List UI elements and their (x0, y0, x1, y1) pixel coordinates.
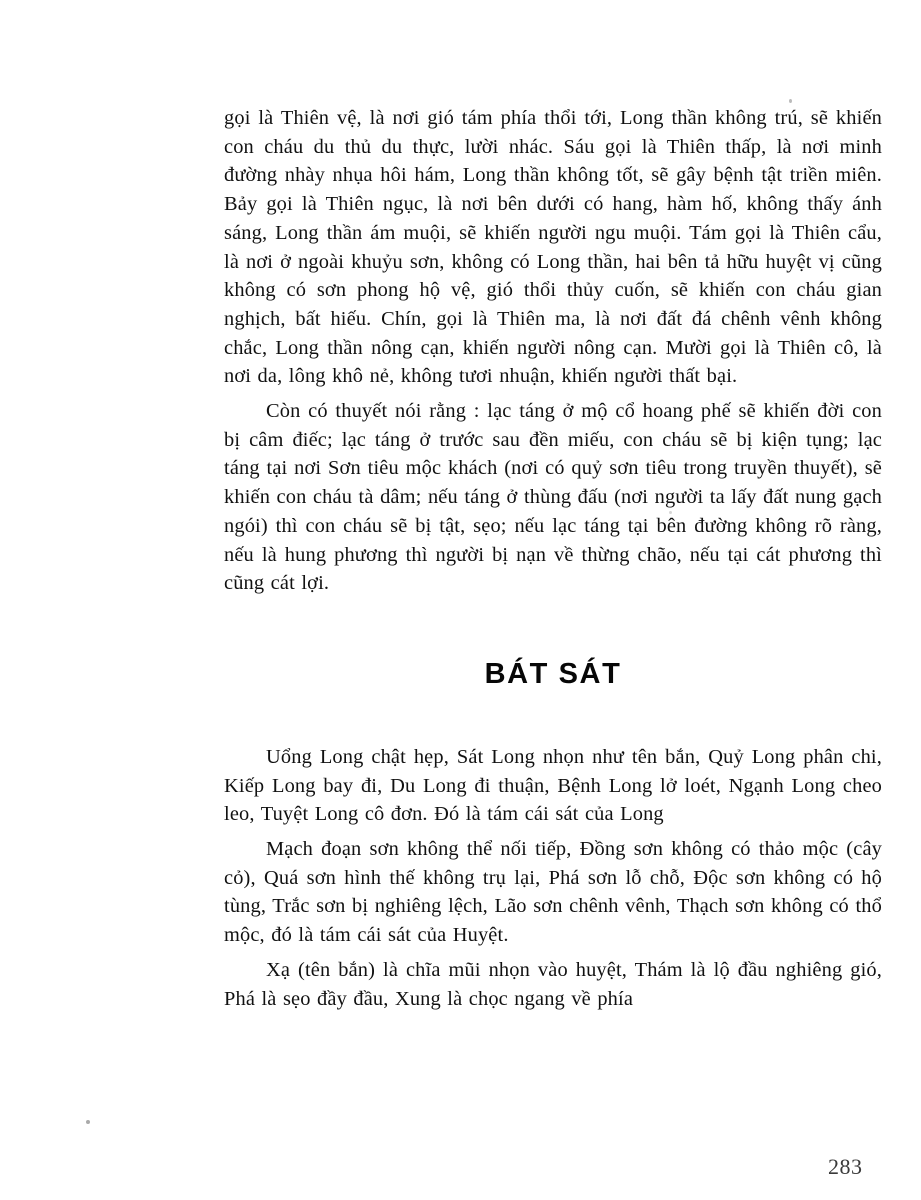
heading-spacer-top (224, 598, 882, 658)
paragraph-con-co-thuyet: Còn có thuyết nói rằng : lạc táng ở mộ cổ hoang phế sẽ khiến đời con bị câm điếc; lạc táng ở trước sau đền miếu, con cháu sẽ bị kiện tụng; lạc táng tại nơi Sơn tiêu mộc khách (nơi có quỷ sơn tiêu trong truyền thuyết), sẽ khiến con cháu tà dâm; nếu táng ở thùng đấu (nơi người ta lấy đất nung gạch ngói) thì con cháu sẽ bị tật, sẹo; nếu lạc táng tại bên đường không rõ ràng, nếu là hung phương thì người bị nạn về thừng chão, nếu tại cát phương thì cũng cát lợi. (224, 400, 882, 595)
page-number: 283 (828, 1154, 863, 1176)
scan-speck-artifact (86, 1120, 90, 1124)
scan-speck-artifact (669, 511, 672, 514)
heading-spacer-bottom (224, 691, 882, 743)
paragraph-uong-long: Uổng Long chật hẹp, Sát Long nhọn như tên bắn, Quỷ Long phân chi, Kiếp Long bay đi, Du Long đi thuận, Bệnh Long lở loét, Ngạnh Long cheo leo, Tuyệt Long cô đơn. Đó là tám cái sát của Long (224, 745, 882, 826)
scan-speck-artifact (789, 99, 792, 103)
paragraph-thien-vi: gọi là Thiên vệ, là nơi gió tám phía thổi tới, Long thần không trú, sẽ khiến con cháu du thủ du thực, lười nhác. Sáu gọi là Thiên thấp, là nơi minh đường nhày nhụa hôi hám, Long thần không tốt, sẽ gây bệnh tật triền miên. Bảy gọi là Thiên ngục, là nơi bên dưới có hang, hàm hố, không thấy ánh sáng, Long thần ám muội, sẽ khiến người ngu muội. Tám gọi là Thiên cẩu, là nơi ở ngoài khuỷu sơn, không có Long thần, hai bên tả hữu huyệt vị cũng không có sơn phong hộ vệ, gió thổi thủy cuốn, sẽ khiến con cháu gian nghịch, bất hiếu. Chín, gọi là Thiên ma, là nơi đất đá chênh vênh không chắc, Long thần nông cạn, khiến người nông cạn. Mười gọi là Thiên cô, là nơi da, lông khô nẻ, không tươi nhuận, khiến người thất bại. (224, 107, 882, 388)
paragraph-mach-doan: Mạch đoạn sơn không thể nối tiếp, Đồng sơn không có thảo mộc (cây cỏ), Quá sơn hình thế không trụ lại, Phá sơn lỗ chỗ, Độc sơn không có hộ tùng, Trắc sơn bị nghiêng lệch, Lão sơn chênh vênh, Thạch sơn không có thổ mộc, đó là tám cái sát của Huyệt. (224, 838, 882, 947)
paragraph-xa-ten-ban: Xạ (tên bắn) là chĩa mũi nhọn vào huyệt, Thám là lộ đầu nghiêng gió, Phá là sẹo đầy đầu, Xung là chọc ngang về phía (224, 958, 882, 1010)
section-heading-bat-sat: BÁT SÁT (484, 657, 622, 690)
text-column (224, 104, 882, 1013)
